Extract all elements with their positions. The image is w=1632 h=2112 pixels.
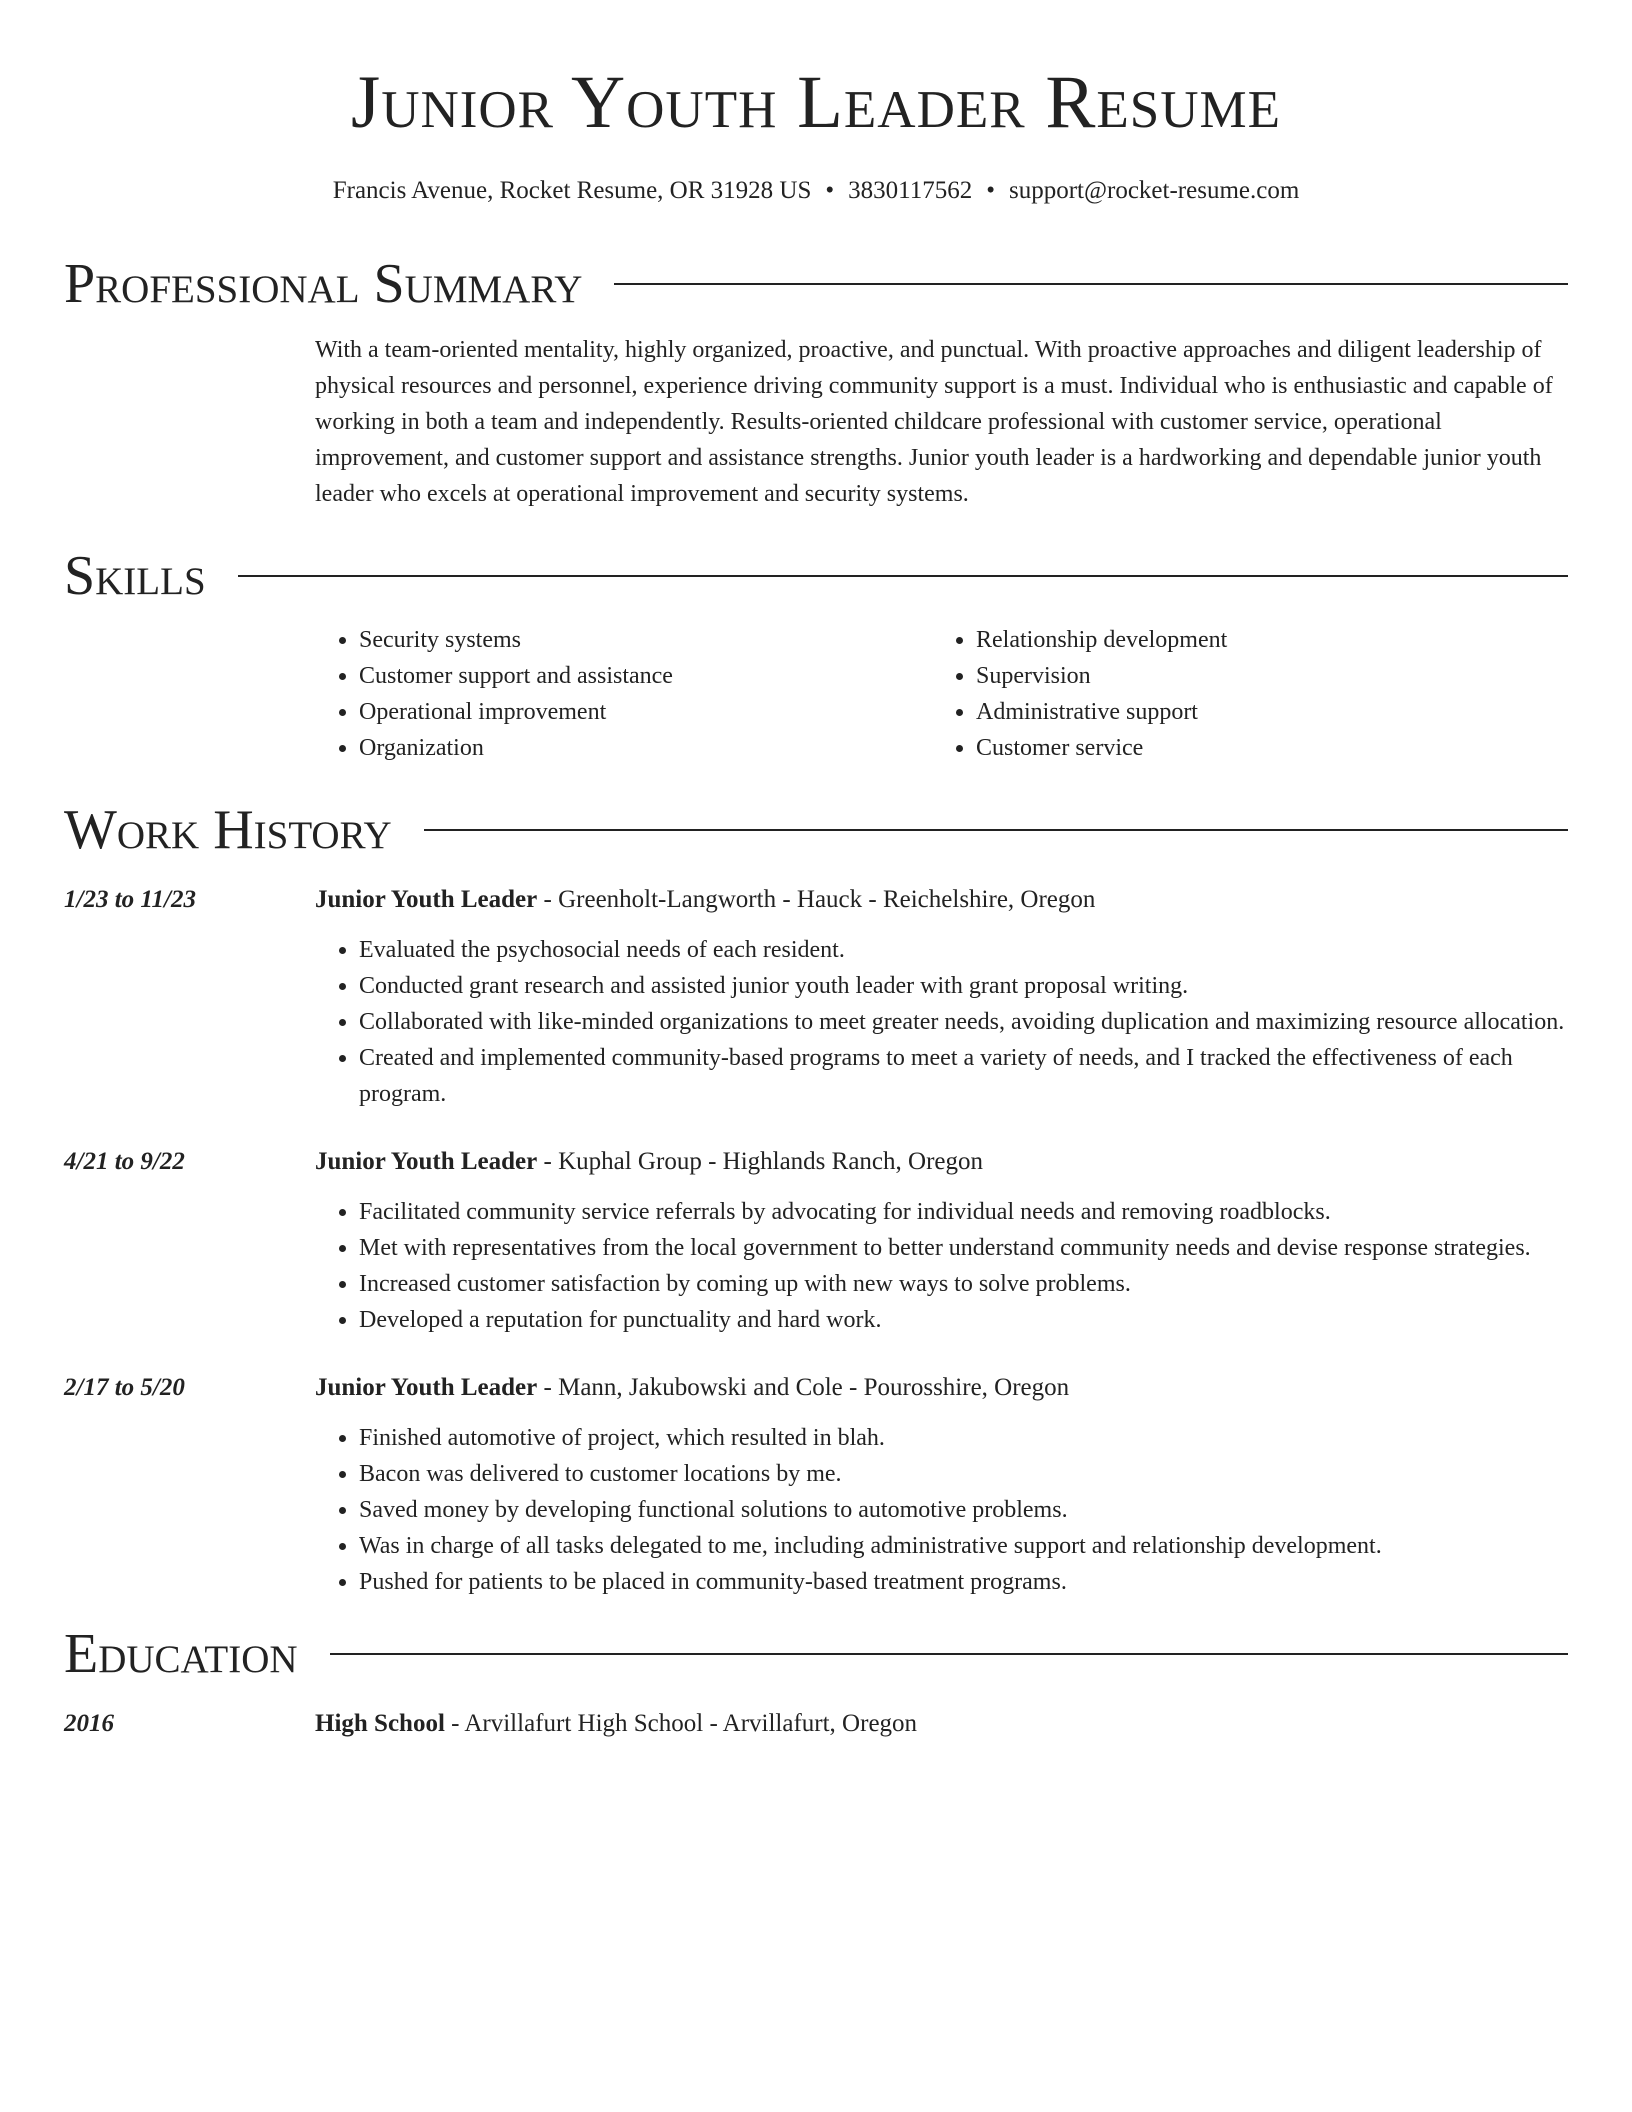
contact-address: Francis Avenue, Rocket Resume, OR 31928 US: [332, 177, 812, 204]
skills-column-left: [315, 622, 932, 766]
skill-item: • Security systems: [359, 622, 932, 658]
skill-item: • Relationship development: [976, 622, 1549, 658]
job-bullets: [315, 1420, 1568, 1600]
job-dates: 4/21 to 9/22: [64, 1148, 185, 1175]
job-bullet: • Finished automotive of project, which resulted in blah.: [359, 1420, 1568, 1456]
job-bullet: • Facilitated community service referrals by advocating for individual needs and removing roadblocks.: [359, 1194, 1568, 1230]
summary-section-title: Professional Summary: [64, 253, 583, 315]
job-bullet: • Pushed for patients to be placed in community-based treatment programs.: [359, 1564, 1568, 1600]
education-year: 2016: [64, 1710, 114, 1737]
education-content: [315, 1706, 1568, 1742]
job-title-line: [315, 1144, 1568, 1180]
contact-email: support@rocket-resume.com: [1008, 177, 1300, 204]
summary-section-header: [64, 253, 1568, 315]
section-divider: [614, 283, 1568, 285]
job-bullets: [315, 1194, 1568, 1338]
job-bullet: • Conducted grant research and assisted junior youth leader with grant proposal writing.: [359, 968, 1568, 1004]
education-entry: [64, 1706, 1568, 1742]
job-entry: [64, 1144, 1568, 1338]
skills-section-header: [64, 545, 1568, 607]
job-title-line: [315, 882, 1568, 918]
education-section-title: Education: [64, 1623, 298, 1685]
contact-phone: 3830117562: [848, 177, 973, 204]
job-dates: 1/23 to 11/23: [64, 886, 196, 913]
job-employer: - Greenholt-Langworth - Hauck - Reichelshire, Oregon: [537, 886, 1096, 913]
contact-separator: •: [986, 177, 995, 204]
job-bullet: • Created and implemented community-based programs to meet a variety of needs, and I tracked the effectiveness of each program.: [359, 1040, 1568, 1112]
work-section-title: Work History: [64, 799, 392, 861]
job-role: Junior Youth Leader: [315, 1374, 538, 1401]
job-entry: [64, 1370, 1568, 1600]
skill-item: • Customer service: [976, 730, 1549, 766]
job-bullets: [315, 932, 1568, 1112]
job-bullet: • Bacon was delivered to customer locations by me.: [359, 1456, 1568, 1492]
education-school: - Arvillafurt High School - Arvillafurt, Oregon: [444, 1710, 918, 1737]
job-bullet: • Evaluated the psychosocial needs of each resident.: [359, 932, 1568, 968]
contact-line: [64, 176, 1568, 206]
education-degree: High School: [315, 1710, 445, 1737]
section-divider: [238, 575, 1568, 577]
job-title-line: [315, 1370, 1568, 1406]
work-section-header: [64, 799, 1568, 861]
skill-item: • Operational improvement: [359, 694, 932, 730]
skill-item: • Supervision: [976, 658, 1549, 694]
job-bullet: • Met with representatives from the local government to better understand community needs and devise response strategies.: [359, 1230, 1568, 1266]
skill-item: • Customer support and assistance: [359, 658, 932, 694]
education-section-header: [64, 1623, 1568, 1685]
job-bullet: • Developed a reputation for punctuality and hard work.: [359, 1302, 1568, 1338]
education-line: [315, 1706, 1568, 1742]
job-employer: - Kuphal Group - Highlands Ranch, Oregon: [537, 1148, 984, 1175]
skills-column-right: [932, 622, 1549, 766]
job-entry: [64, 882, 1568, 1112]
job-bullet: • Increased customer satisfaction by coming up with new ways to solve problems.: [359, 1266, 1568, 1302]
job-role: Junior Youth Leader: [315, 886, 538, 913]
contact-separator: •: [825, 177, 835, 204]
job-role: Junior Youth Leader: [315, 1148, 538, 1175]
job-employer: - Mann, Jakubowski and Cole - Pourosshire, Oregon: [537, 1374, 1070, 1401]
job-bullet: • Collaborated with like-minded organizations to meet greater needs, avoiding duplication and maximizing resource allocation.: [359, 1004, 1568, 1040]
job-content: [315, 882, 1568, 1112]
skills-section-title: Skills: [64, 545, 206, 607]
job-bullet: • Saved money by developing functional solutions to automotive problems.: [359, 1492, 1568, 1528]
summary-text: With a team-oriented mentality, highly organized, proactive, and punctual. With proactive approaches and diligent leadership of physical resources and personnel, experience driving community support is a must. Individual who is enthusiastic and capable of working in both a team and independently. Results-oriented childcare professional with customer service, operational improvement, and customer support and assistance strengths. Junior youth leader is a hardworking and dependable junior youth leader who excels at operational improvement and security systems.: [315, 337, 1553, 507]
skill-item: • Administrative support: [976, 694, 1549, 730]
skill-item: • Organization: [359, 730, 932, 766]
job-bullet: • Was in charge of all tasks delegated to me, including administrative support and relationship development.: [359, 1528, 1568, 1564]
job-content: [315, 1144, 1568, 1338]
job-content: [315, 1370, 1568, 1600]
section-divider: [330, 1653, 1568, 1655]
skills-list: [315, 622, 1568, 766]
resume-title: Junior Youth Leader Resume: [351, 61, 1281, 144]
section-divider: [424, 829, 1568, 831]
job-dates: 2/17 to 5/20: [64, 1374, 185, 1401]
